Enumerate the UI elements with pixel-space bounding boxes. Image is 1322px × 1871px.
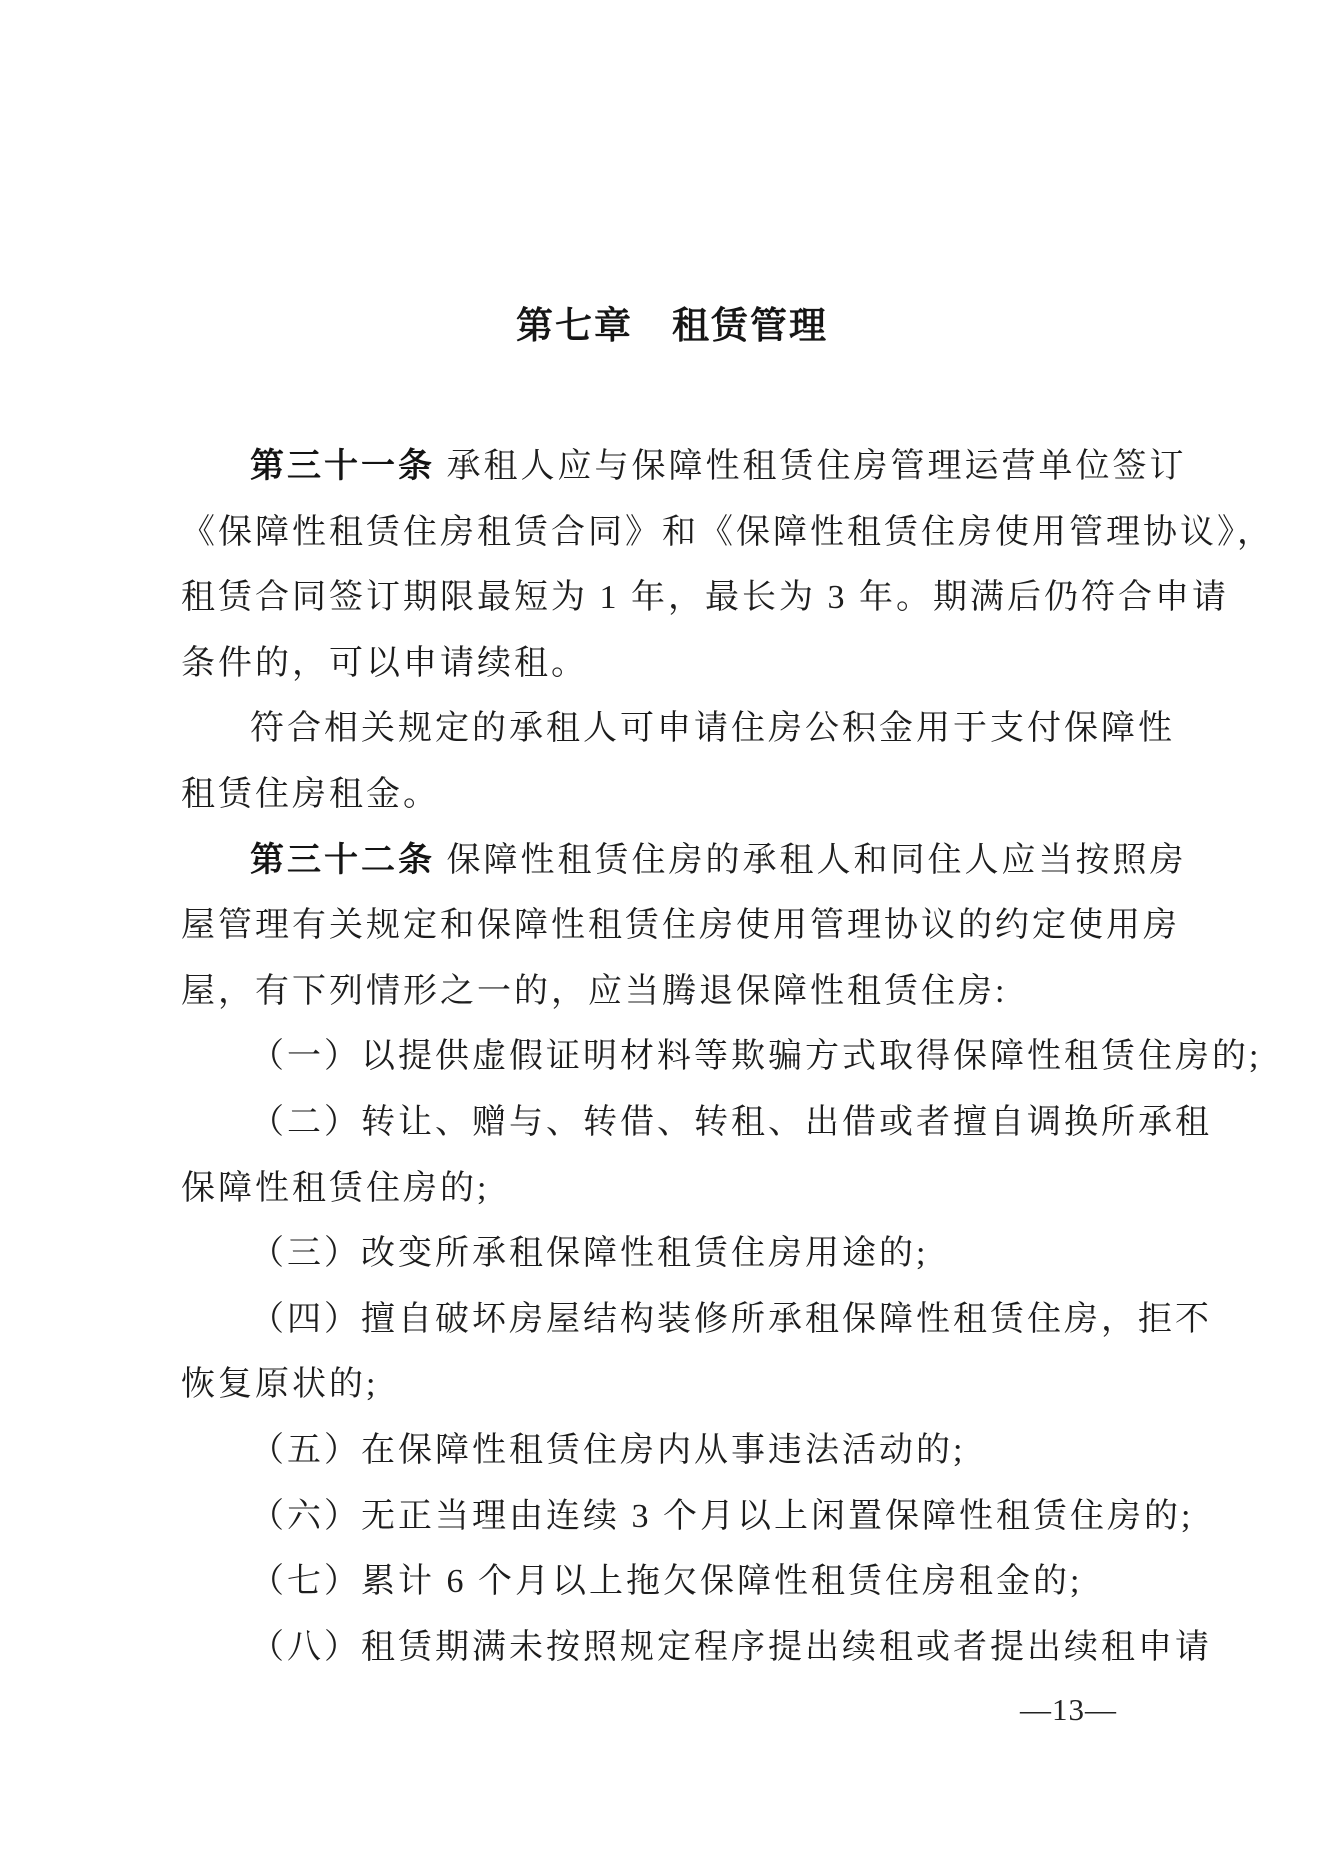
text-line-3 <box>181 565 1229 631</box>
line-text: 租赁住房租金。 <box>181 775 440 813</box>
article-number: 第三十二条 <box>250 840 435 879</box>
text-line-10 <box>181 1024 1262 1090</box>
text-line-15 <box>181 1352 1181 1418</box>
document-body <box>181 434 1274 1680</box>
text-line-11 <box>181 1090 1212 1156</box>
text-line-13 <box>181 1221 1181 1287</box>
line-text: 保障性租赁住房的承租人和同住人应当按照房 <box>435 841 1187 879</box>
text-line-17 <box>181 1484 1194 1550</box>
line-text: （六）无正当理由连续 3 个月以上闲置保障性租赁住房的; <box>250 1497 1194 1535</box>
line-text: 屋，有下列情形之一的，应当腾退保障性租赁住房: <box>181 972 1008 1010</box>
text-line-7 <box>181 828 1187 894</box>
line-text: 条件的，可以申请续租。 <box>181 644 588 682</box>
line-text: （五）在保障性租赁住房内从事违法活动的; <box>250 1431 966 1469</box>
line-text: （三）改变所承租保障性租赁住房用途的; <box>250 1235 929 1273</box>
text-line-18 <box>181 1549 1181 1615</box>
line-text: 屋管理有关规定和保障性租赁住房使用管理协议的约定使用房 <box>181 907 1180 945</box>
text-line-2 <box>181 500 1274 566</box>
text-line-1 <box>181 434 1187 500</box>
text-line-19 <box>181 1615 1212 1681</box>
text-line-4 <box>181 631 1181 697</box>
text-line-8 <box>181 893 1181 959</box>
line-text: （四）擅自破坏房屋结构装修所承租保障性租赁住房，拒不 <box>250 1300 1212 1338</box>
line-text: 符合相关规定的承租人可申请住房公积金用于支付保障性 <box>250 710 1175 748</box>
text-line-5 <box>181 696 1181 762</box>
text-line-12 <box>181 1156 1181 1222</box>
page-number: —13— <box>1020 1692 1117 1727</box>
article-number: 第三十一条 <box>250 447 435 485</box>
line-text: （八）租赁期满未按照规定程序提出续租或者提出续租申请 <box>250 1628 1212 1666</box>
line-text: （七）累计 6 个月以上拖欠保障性租赁住房租金的; <box>250 1563 1083 1601</box>
line-text: 《保障性租赁住房租赁合同》和《保障性租赁住房使用管理协议》， <box>181 513 1274 551</box>
line-text: 承租人应与保障性租赁住房管理运营单位签订 <box>435 448 1187 485</box>
text-line-14 <box>181 1287 1212 1353</box>
line-text: 租赁合同签订期限最短为 1 年，最长为 3 年。期满后仍符合申请 <box>181 579 1229 617</box>
text-line-16 <box>181 1418 1181 1484</box>
chapter-title: 第七章 租赁管理 <box>516 305 828 346</box>
line-text: （二）转让、赠与、转借、转租、出借或者擅自调换所承租 <box>250 1103 1212 1141</box>
line-text: 恢复原状的; <box>181 1366 379 1404</box>
line-text: （一）以提供虚假证明材料等欺骗方式取得保障性租赁住房的; <box>250 1038 1262 1076</box>
line-text: 保障性租赁住房的; <box>181 1169 490 1207</box>
text-line-9 <box>181 959 1181 1025</box>
text-line-6 <box>181 762 1181 828</box>
